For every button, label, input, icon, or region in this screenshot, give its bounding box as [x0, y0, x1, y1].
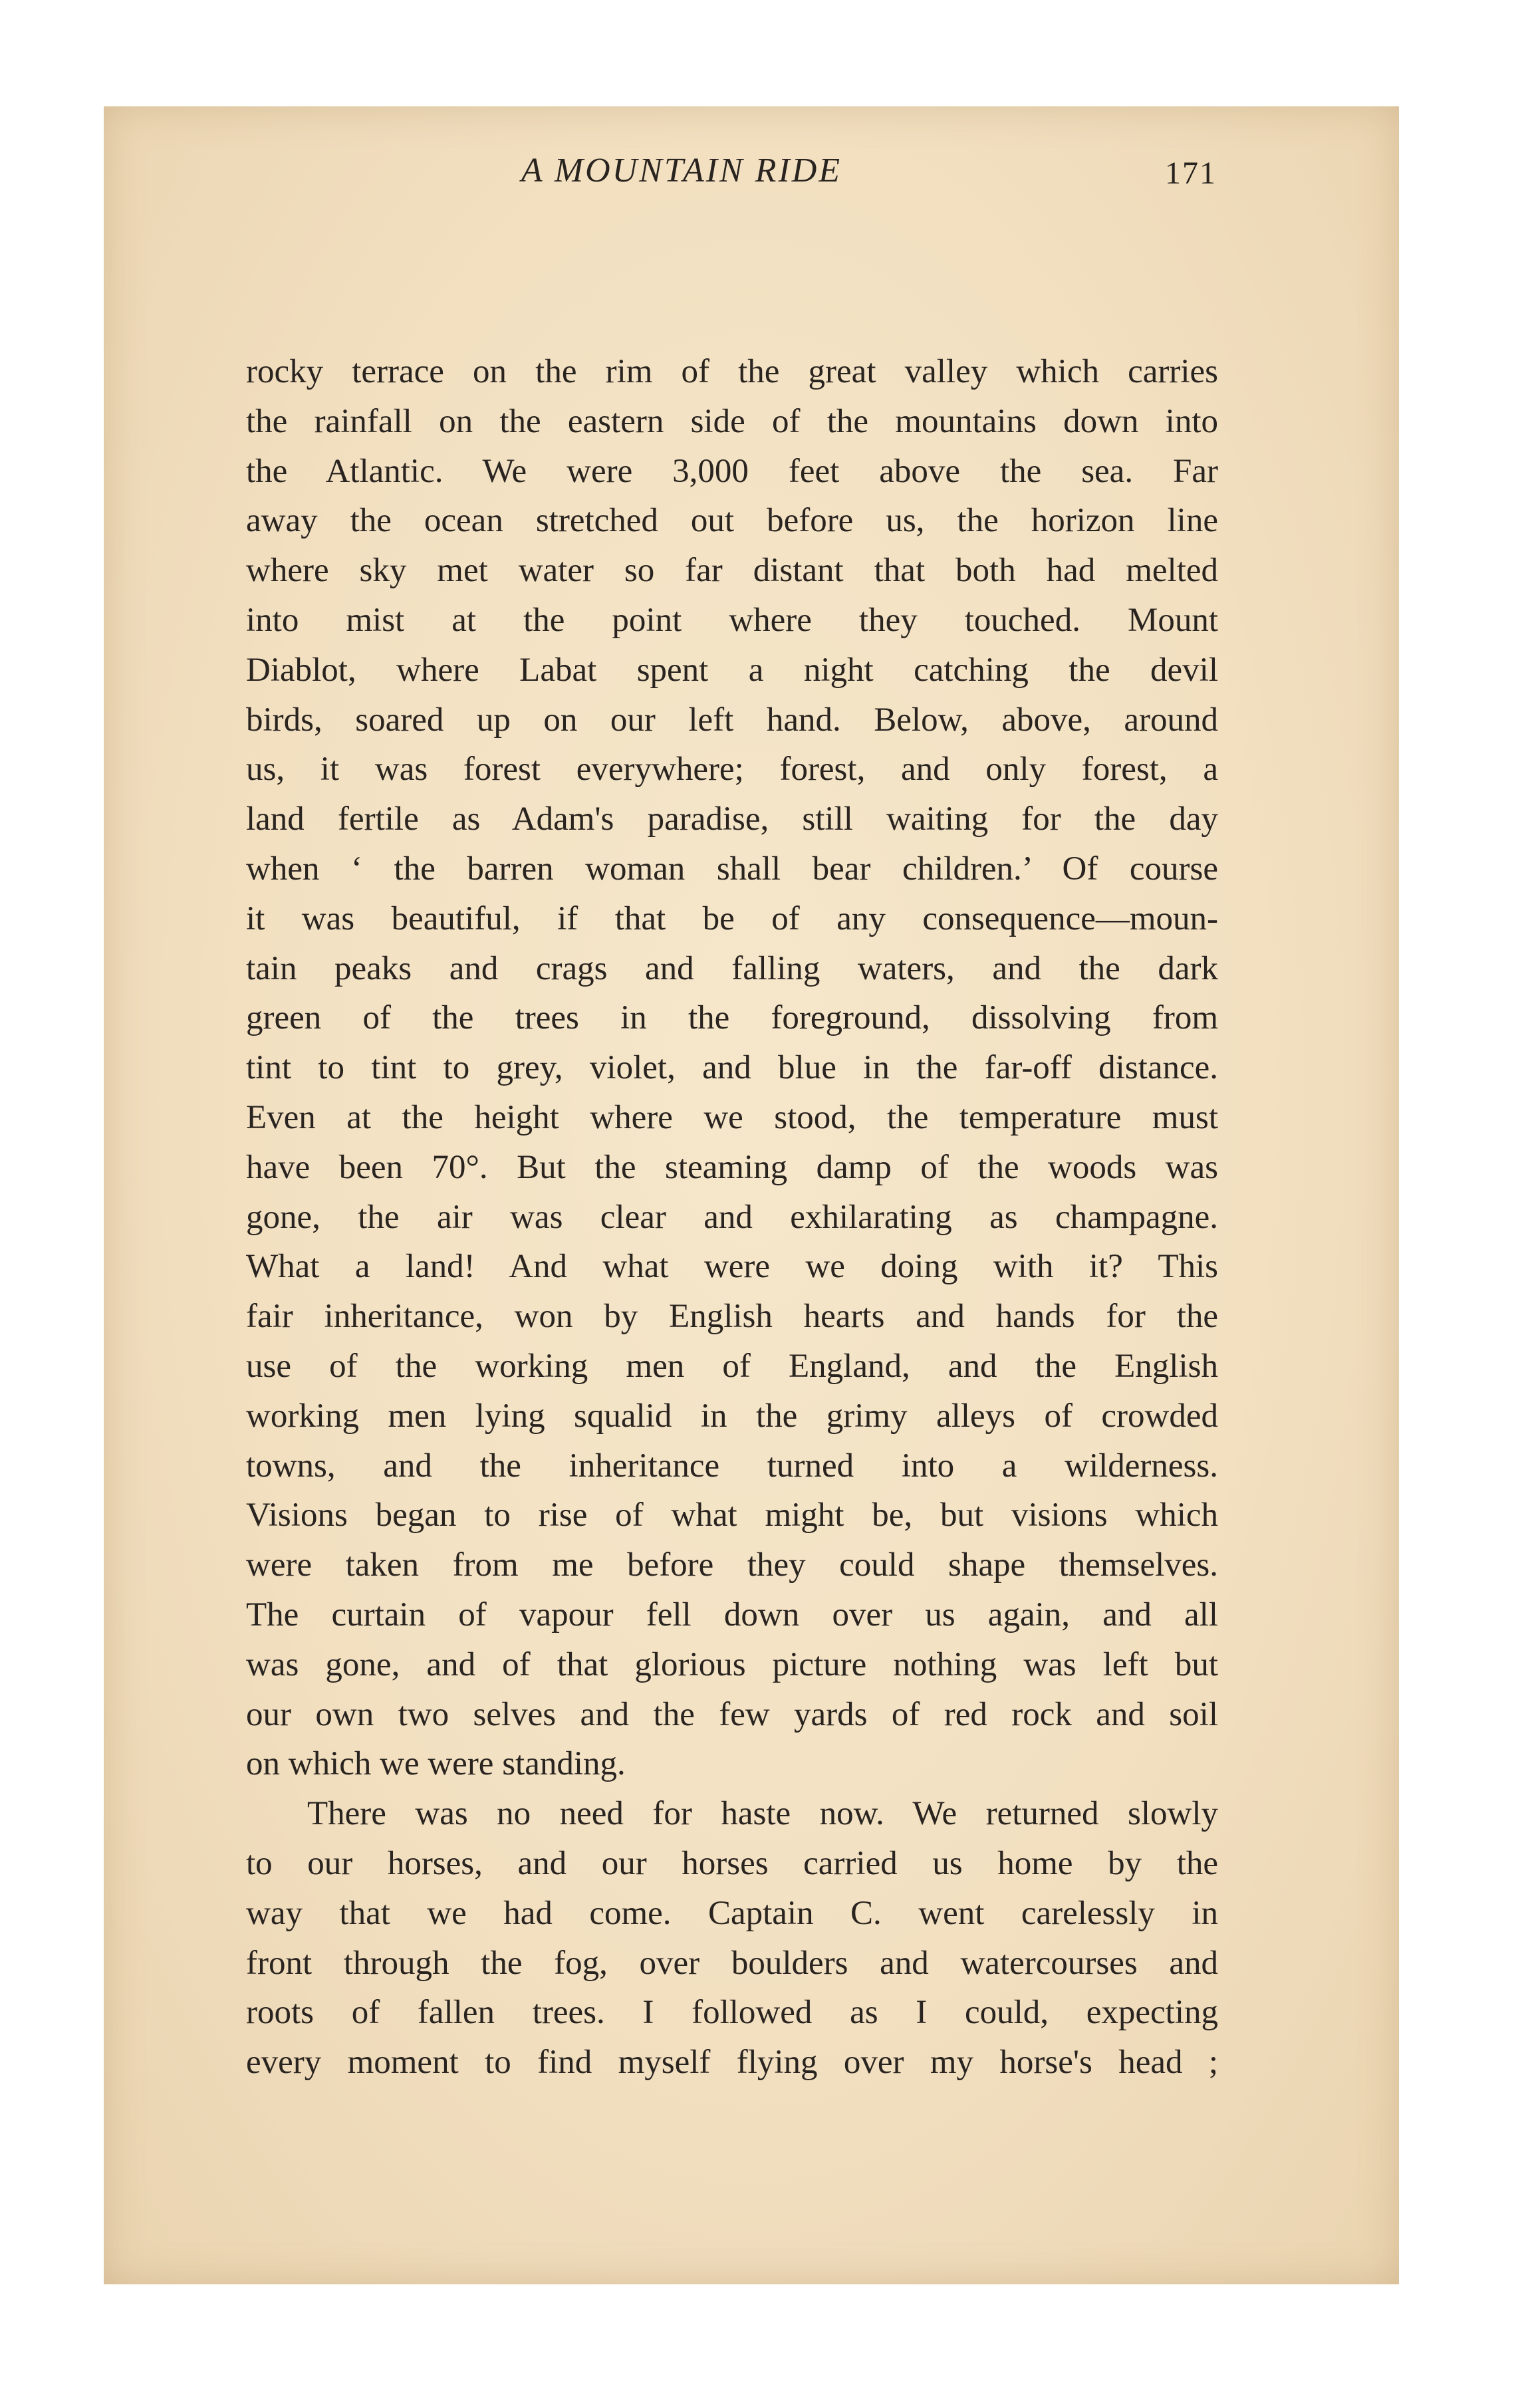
- text-line: green of the trees in the foreground, dissolving from: [246, 999, 1218, 1037]
- text-line: Visions began to rise of what might be, but visions which: [246, 1497, 1218, 1534]
- text-line: rocky terrace on the rim of the great valley which carries: [246, 353, 1218, 390]
- text-line: to our horses, and our horses carried us home by the: [246, 1844, 1218, 1882]
- text-line: the Atlantic. We were 3,000 feet above the sea. Far: [246, 452, 1218, 490]
- body-text: [246, 347, 1218, 2088]
- text-line: The curtain of vapour fell down over us again, and all: [246, 1596, 1218, 1633]
- text-line: when ‘ the barren woman shall bear children.’ Of course: [246, 850, 1218, 888]
- text-line: birds, soared up on our left hand. Below, above, around: [246, 701, 1218, 739]
- text-line: was gone, and of that glorious picture nothing was left but: [246, 1645, 1218, 1683]
- text-line: Diablot, where Labat spent a night catching the devil: [246, 651, 1218, 689]
- text-line: front through the fog, over boulders and watercourses and: [246, 1944, 1218, 1982]
- text-line: were taken from me before they could shape themselves.: [246, 1546, 1218, 1584]
- text-line: roots of fallen trees. I followed as I could, expecting: [246, 1994, 1218, 2032]
- text-line: it was beautiful, if that be of any consequence—moun-: [246, 900, 1218, 937]
- text-line: land fertile as Adam's paradise, still waiting for the day: [246, 800, 1218, 838]
- paragraph-start-line: There was no need for haste now. We returned slowly: [307, 1795, 1218, 1833]
- text-line: tain peaks and crags and falling waters, and the dark: [246, 949, 1218, 987]
- text-line: where sky met water so far distant that both had melted: [246, 552, 1218, 590]
- text-line: What a land! And what were we doing with it? This: [246, 1248, 1218, 1286]
- text-line: tint to tint to grey, violet, and blue in the far-off distance.: [246, 1049, 1218, 1087]
- text-line: way that we had come. Captain C. went carelessly in: [246, 1894, 1218, 1932]
- text-line: every moment to find myself flying over my horse's head ;: [246, 2044, 1218, 2082]
- text-line: working men lying squalid in the grimy alleys of crowded: [246, 1397, 1218, 1435]
- text-line: us, it was forest everywhere; forest, and only forest, a: [246, 751, 1218, 788]
- running-title: A MOUNTAIN RIDE: [521, 152, 842, 189]
- text-line: have been 70°. But the steaming damp of the woods was: [246, 1148, 1218, 1186]
- text-line: towns, and the inheritance turned into a wilderness.: [246, 1447, 1218, 1485]
- text-line: the rainfall on the eastern side of the mountains down into: [246, 402, 1218, 440]
- text-line: gone, the air was clear and exhilarating as champagne.: [246, 1198, 1218, 1236]
- running-head: [140, 151, 1223, 197]
- text-line: use of the working men of England, and the English: [246, 1347, 1218, 1385]
- text-line: away the ocean stretched out before us, the horizon line: [246, 502, 1218, 540]
- paragraph-end-line: on which we were standing.: [246, 1745, 626, 1783]
- text-line: into mist at the point where they touched. Mount: [246, 601, 1218, 639]
- text-line: Even at the height where we stood, the temperature must: [246, 1098, 1218, 1136]
- text-line: our own two selves and the few yards of red rock and soil: [246, 1695, 1218, 1733]
- text-line: fair inheritance, won by English hearts and hands for the: [246, 1298, 1218, 1336]
- page-number: 171: [1165, 156, 1217, 191]
